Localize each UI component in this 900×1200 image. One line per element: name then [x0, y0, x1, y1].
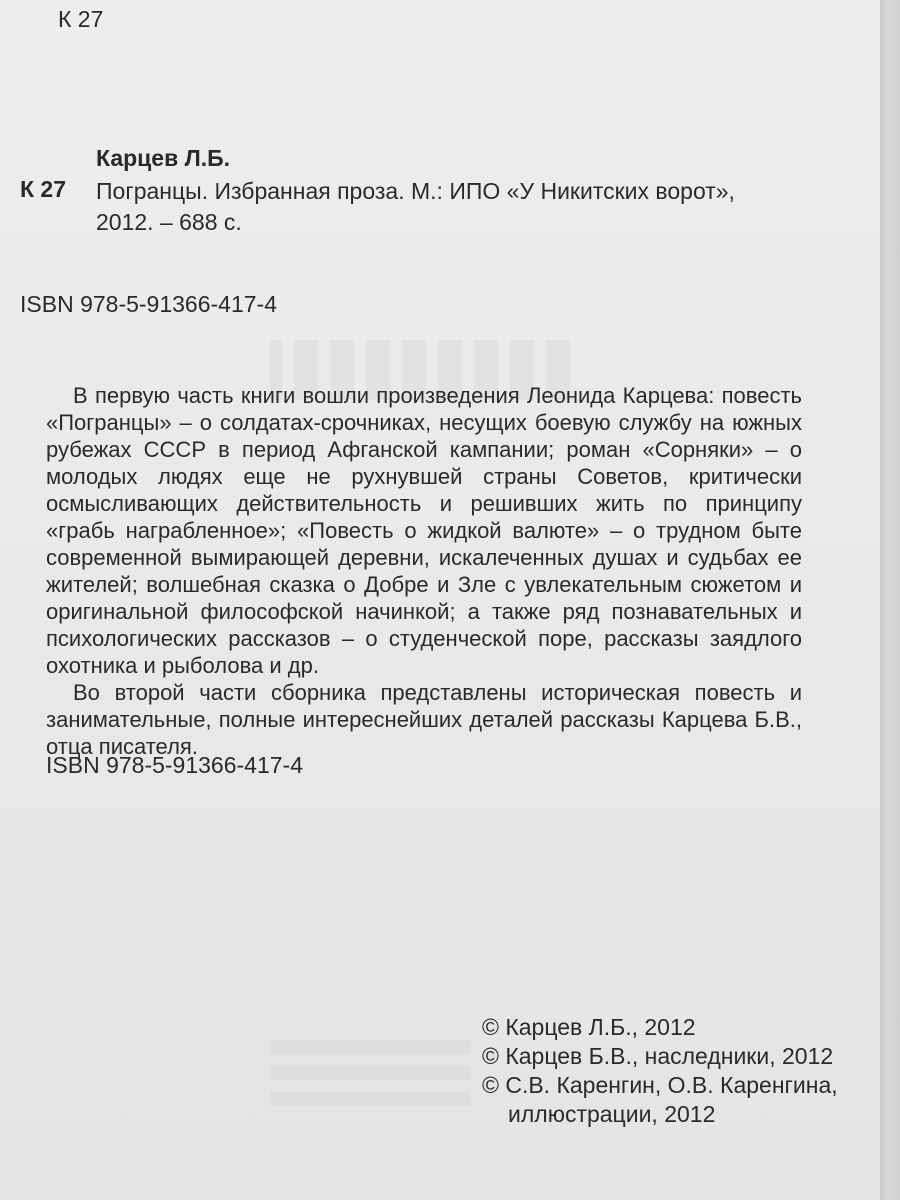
catalog-code-label: К 27: [20, 176, 67, 202]
isbn-top: ISBN 978-5-91366-417-4: [20, 291, 277, 317]
copyright-line-2: © Карцев Б.В., наследники, 2012: [482, 1043, 834, 1069]
copyright-block: [482, 1013, 838, 1129]
bib-line-title: Погранцы. Избранная проза. М.: ИПО «У Никитских ворот»,: [96, 178, 735, 204]
copyright-line-4: иллюстрации, 2012: [508, 1101, 716, 1127]
annotation: [46, 382, 802, 760]
bib-line-year-pages: 2012. – 688 с.: [96, 209, 242, 235]
isbn-bottom: ISBN 978-5-91366-417-4: [46, 752, 303, 778]
copyright-line-1: © Карцев Л.Б., 2012: [482, 1014, 696, 1040]
bibliographic-description: [96, 176, 756, 238]
annotation-paragraph-2: Во второй части сборника представлены историческая повесть и занимательные, полные интереснейших деталей рассказы Карцева Б.В., отца писателя.: [46, 680, 802, 759]
page-edge: [880, 0, 900, 1200]
copyright-line-3: © С.В. Каренгин, О.В. Каренгина,: [482, 1072, 838, 1098]
annotation-paragraph-1: В первую часть книги вошли произведения Леонида Карцева: повесть «Погранцы» – о солдатах-срочниках, несущих боевую службу на южных рубежах СССР в период Афганской кампании; роман «Сорняки» – о молодых людях еще не рухнувшей страны Советов, критически осмысливающих действительность и решивших жить по принципу «грабь награбленное»; «Повесть о жидкой валюте» – о трудном быте современной вымирающей деревни, искалеченных душах и судьбах ее жителей; волшебная сказка о Добре и Зле с увлекательным сюжетом и оригинальной философской начинкой; а также ряд познавательных и психологических рассказов – о студенческой поре, рассказы заядлого охотника и рыболова и др.: [46, 383, 802, 678]
bleed-through-imprint: [270, 1040, 470, 1110]
catalog-code-header: К 27: [58, 6, 104, 32]
author-name: Карцев Л.Б.: [96, 145, 231, 171]
